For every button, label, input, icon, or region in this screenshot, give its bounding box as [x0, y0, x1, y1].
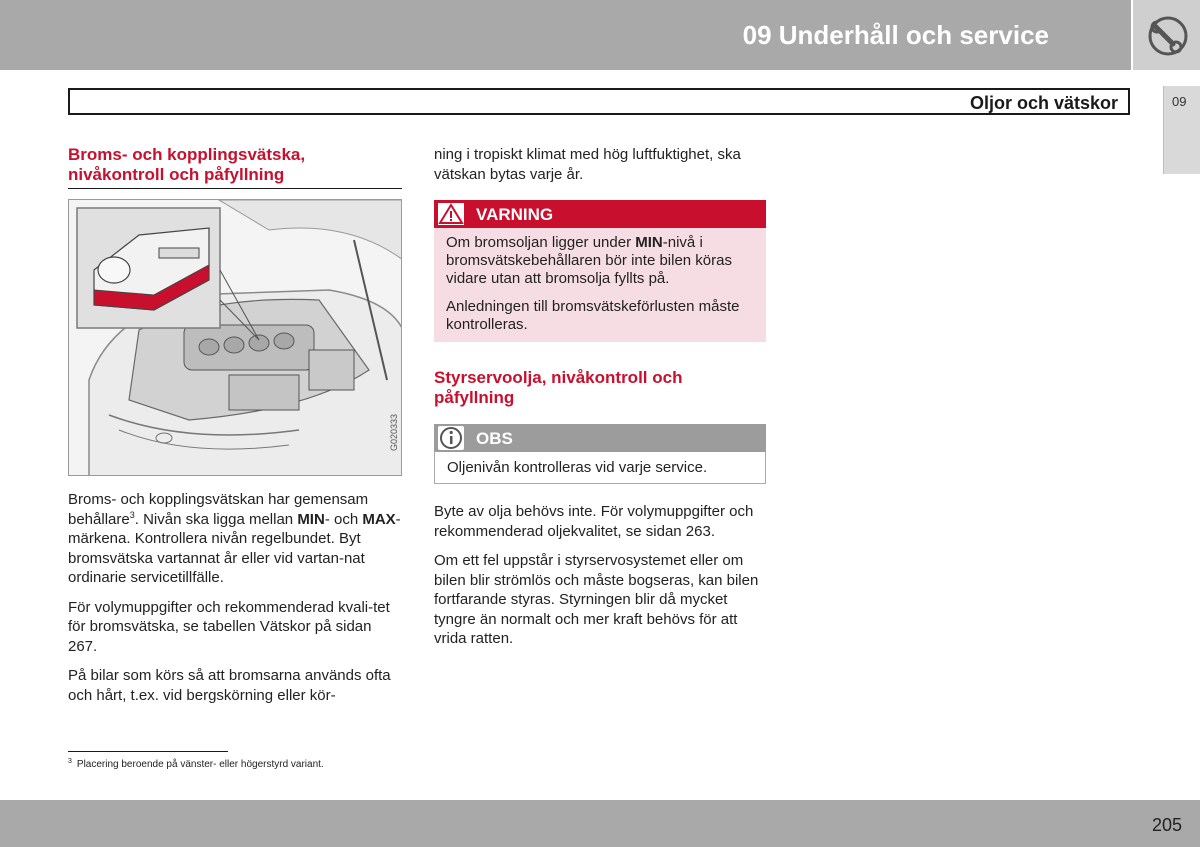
note-text: Oljenivån kontrolleras vid varje service. [447, 459, 708, 476]
chapter-tab-number: 09 [1172, 94, 1187, 109]
power-steering-heading-line1: Styrservoolja, nivåkontroll och [434, 368, 683, 387]
footnote-number: 3 [68, 757, 72, 765]
power-steering-para2: Om ett fel uppstår i styrservosystemet eller om bilen blir strömlös och måste bogseras, kan bilen fortfarande styras. Styrningen blir då mycket tyngre än normalt och mer kraft behövs för att vrida ratten. [434, 552, 759, 647]
wrench-gear-icon [1145, 14, 1191, 58]
footnote [68, 759, 324, 770]
warning-text1 [446, 234, 754, 288]
brake-fluid-para3: På bilar som körs så att bromsarna används ofta och hårt, t.ex. vid bergskörning eller kör- [68, 667, 391, 704]
warning-text2: Anledningen till bromsvätskeförlusten måste kontrolleras. [446, 298, 740, 333]
text-span: -nivå i bromsvätskebehållaren bör inte bilen köras vidare utan att bromsolja fyllts på. [446, 234, 732, 287]
left-column [68, 145, 402, 705]
note-header [434, 424, 766, 452]
chapter-header-bar [0, 0, 1131, 70]
warning-box [434, 200, 766, 342]
text-span: -märkena. Kontrollera nivån regelbundet. Byt bromsvätska vartannat år eller vid vartan-nat ordinarie servicetillfälle. [68, 510, 401, 586]
footnote-rule [68, 751, 228, 752]
warning-triangle-icon [438, 203, 464, 225]
figure-code: G020333 [389, 414, 399, 452]
middle-column [434, 145, 766, 649]
text-span: - och [324, 510, 363, 528]
brake-fluid-para2: För volymuppgifter och rekommenderad kvali-tet för bromsvätska, se tabellen Vätskor på sidan 267. [68, 598, 390, 655]
page-footer [0, 800, 1200, 847]
brake-fluid-heading-line2: nivåkontroll och påfyllning [68, 165, 285, 184]
min-mark: MIN [635, 234, 663, 251]
footnote-ref: 3 [129, 509, 135, 520]
section-title-bar [68, 88, 1130, 115]
section-title: Oljor och vätskor [969, 93, 1118, 113]
power-steering-para1: Byte av olja behövs inte. För volymuppgifter och rekommenderad oljekvalitet, se sidan 263. [434, 503, 754, 540]
engine-bay-illustration [68, 199, 402, 476]
note-box [434, 424, 766, 484]
brake-fluid-heading-line1: Broms- och kopplingsvätska, [68, 145, 306, 164]
warning-label: VARNING [476, 205, 554, 224]
chapter-side-tab [1163, 86, 1200, 174]
note-body [434, 452, 766, 484]
brake-fluid-heading [68, 145, 402, 189]
engine-bay-drawing [69, 200, 402, 476]
footnote-text: Placering beroende på vänster- eller högerstyrd variant. [76, 759, 324, 770]
page-number: 205 [1151, 815, 1182, 835]
max-mark: MAX [362, 510, 396, 528]
brake-fluid-para1 [68, 490, 402, 588]
power-steering-heading [434, 368, 766, 408]
warning-body [434, 228, 766, 342]
text-span: Broms- och kopplingsvätskan har gemensam behållare [68, 491, 369, 528]
text-span: . Nivån ska ligga mellan [134, 510, 298, 528]
continued-paragraph: ning i tropiskt klimat med hög luftfuktighet, ska vätskan bytas varje år. [434, 146, 741, 183]
power-steering-heading-line2: påfyllning [434, 388, 515, 407]
text-span: Om bromsoljan ligger under [446, 234, 636, 251]
info-icon [438, 426, 464, 450]
chapter-icon-box [1131, 0, 1200, 70]
chapter-title: 09 Underhåll och service [742, 20, 1049, 50]
warning-header [434, 200, 766, 228]
note-label: OBS [476, 429, 513, 448]
min-mark: MIN [297, 510, 325, 528]
